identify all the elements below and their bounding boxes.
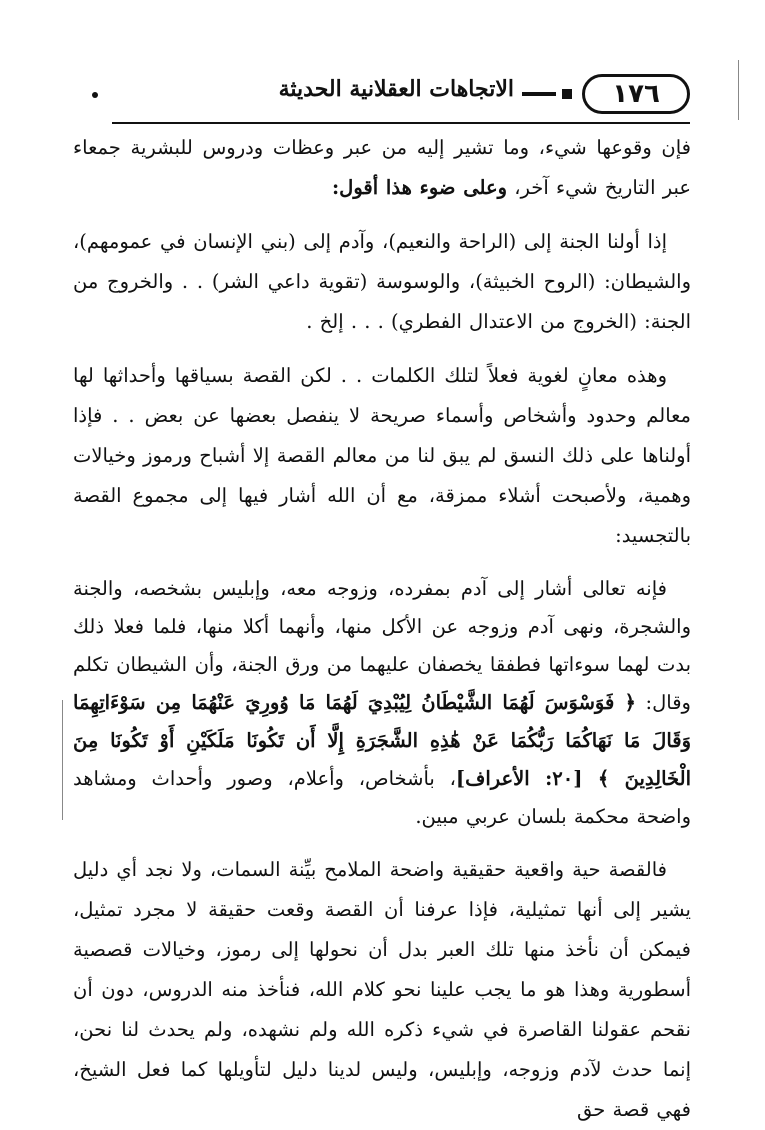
right-margin-line bbox=[738, 60, 739, 120]
paragraph-5: فالقصة حية واقعية حقيقية واضحة الملامح بيِّنة السمات، ولا نجد أي دليل يشير إلى أنها تمثيلية، فإذا عرفنا أن القصة وقعت حقيقة لا مجرد تمثيل، فيمكن أن نأخذ منها تلك العبر بدل أن نحولها إلى رموز، وخيالات قصصية أسطورية وهذا هو ما يجب علينا نحو كلام الله، فنأخذ منه الدروس، دون أن نقحم عقولنا القاصرة في شيء ذكره الله ولم نشهده، ولم يحدث لنا نحن، إنما حدث لآدم وزوجه، وإبليس، وليس لدينا دليل لتأويلها كما فعل الشيخ، فهي قصة حق bbox=[73, 858, 691, 1121]
header-bar-ornament bbox=[522, 92, 556, 96]
body-text bbox=[73, 128, 691, 1130]
header-square-ornament bbox=[562, 89, 572, 99]
page-number: ١٧٦ bbox=[582, 74, 690, 114]
paragraph-1-text: فإن وقوعها شيء، وما تشير إليه من عبر وعظات ودروس للبشرية جمعاء عبر التاريخ شيء آخر، bbox=[73, 136, 691, 199]
paragraph-1 bbox=[73, 128, 691, 208]
paragraph-2: إذا أولنا الجنة إلى (الراحة والنعيم)، وآدم إلى (بني الإنسان في عمومهم)، والشيطان: (الروح الخبيثة)، والوسوسة (تقوية داعي الشر) . . والخروج من الجنة: (الخروج من الاعتدال الفطري) . . . إلخ . bbox=[73, 230, 691, 333]
running-title: الاتجاهات العقلانية الحديثة bbox=[278, 76, 514, 102]
left-margin-line bbox=[62, 700, 63, 820]
header-rule bbox=[112, 122, 690, 124]
verse-reference: [٢٠: الأعراف] bbox=[455, 767, 598, 790]
paragraph-4-text-end: ، بأشخاص، وأعلام، وصور وأحداث ومشاهد واضحة محكمة بلسان عربي مبين. bbox=[73, 767, 691, 828]
quran-verse: ﴿ فَوَسْوَسَ لَهُمَا الشَّيْطَانُ لِيُبْدِيَ لَهُمَا مَا وُورِيَ عَنْهُمَا مِن سَوْءَاتِهِمَا وَقَالَ مَا نَهَاكُمَا رَبُّكُمَا عَنْ هَٰذِهِ الشَّجَرَةِ إِلَّا أَن تَكُونَا مَلَكَيْنِ أَوْ تَكُونَا مِنَ الْخَالِدِينَ ﴾ bbox=[73, 691, 691, 790]
paragraph-4-text: فإنه تعالى أشار إلى آدم بمفرده، وزوجه معه، وإبليس بشخصه، والجنة والشجرة، ونهى آدم وزوجه عن الأكل منها، وأنهما أكلا منها، فلما فعلا ذلك بدت لهما سوءاتها فطفقا يخصفان عليهما من ورق الجنة، وأن الشيطان تكلم وقال: bbox=[73, 577, 691, 714]
page-header bbox=[90, 70, 690, 126]
paragraph-4 bbox=[73, 570, 691, 836]
header-dot-ornament bbox=[92, 92, 98, 98]
paragraph-1-bold: وعلى ضوء هذا أقول: bbox=[331, 176, 508, 199]
paragraph-3: وهذه معانٍ لغوية فعلاً لتلك الكلمات . . لكن القصة بسياقها وأحداثها لها معالم وحدود وأشخاص وأسماء صريحة لا ينفصل بعضها عن بعض . . فإذا أولناها على ذلك النسق لم يبق لنا من معالم القصة إلا أشباح ورموز وخيالات وهمية، ولأصبحت أشلاء ممزقة، مع أن الله أشار فيها إلى مجموع القصة بالتجسيد: bbox=[73, 364, 691, 547]
